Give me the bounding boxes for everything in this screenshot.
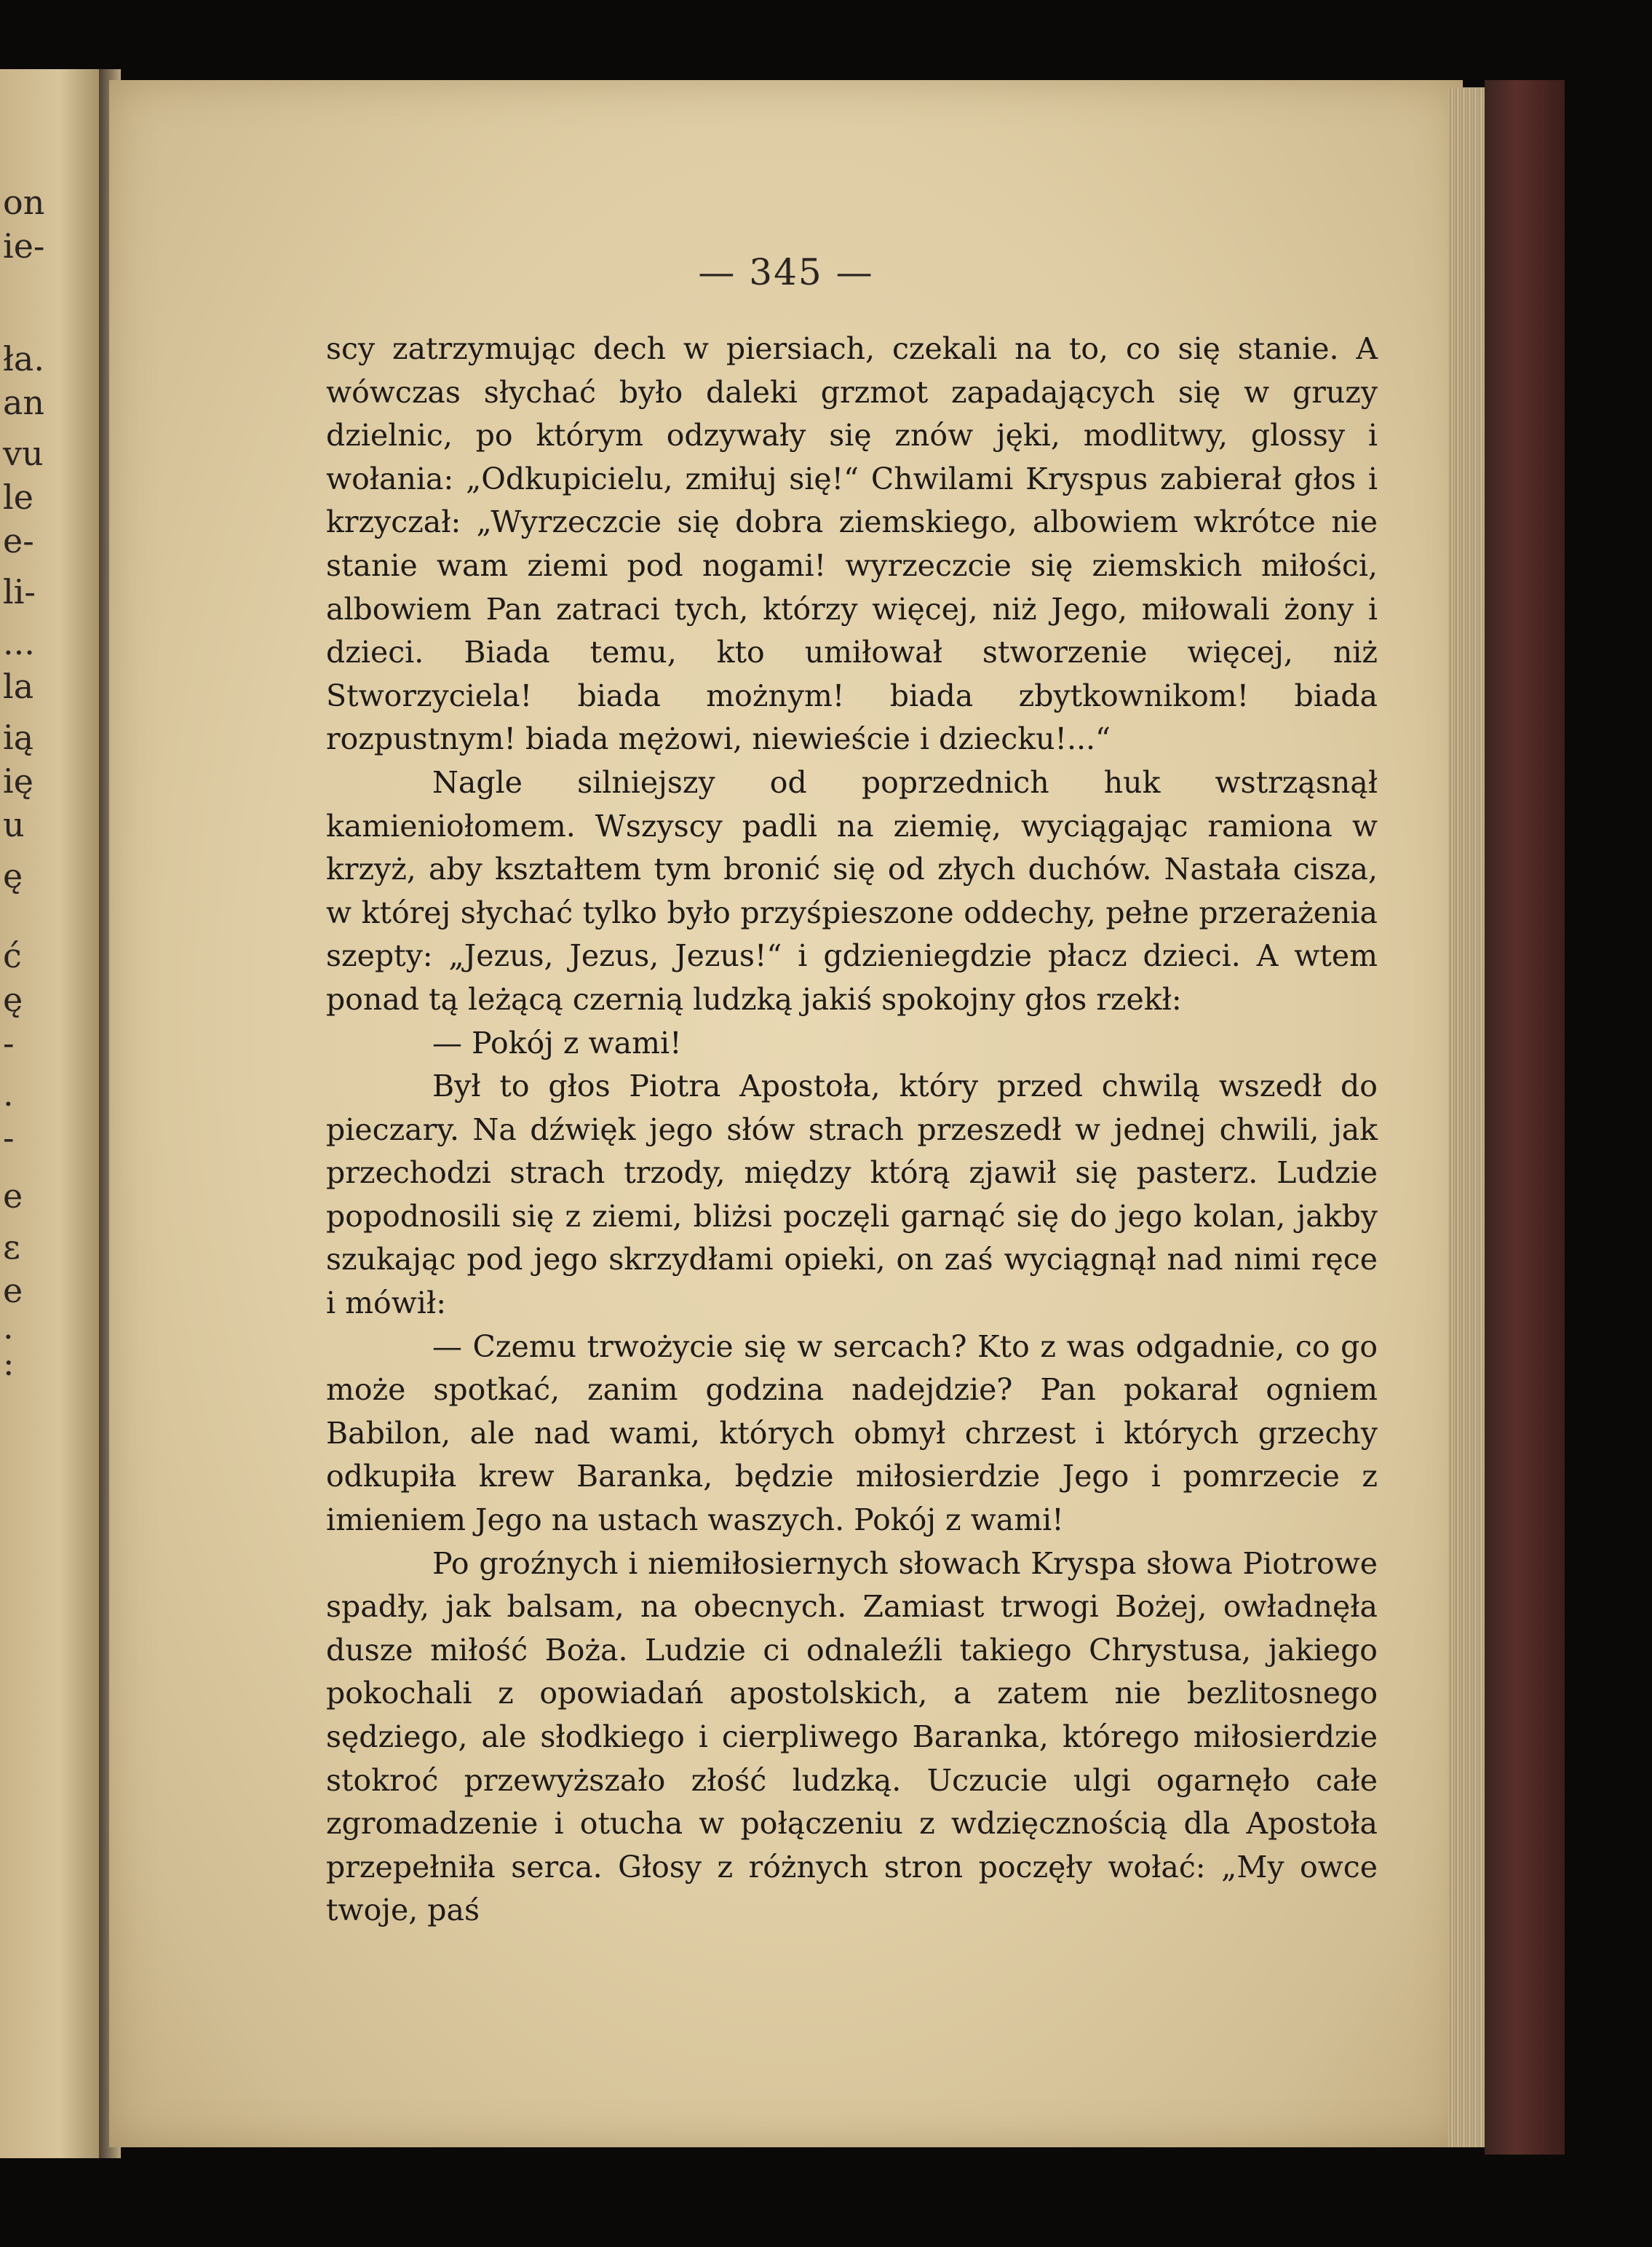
left-page-fragment: -: [3, 1118, 15, 1157]
left-page-fragment: le: [3, 477, 33, 517]
left-page-fragment: on: [3, 183, 45, 222]
left-page-fragment: .: [3, 1074, 14, 1114]
left-page-fragment: u: [3, 805, 25, 844]
left-page-fragment: an: [3, 383, 45, 422]
paragraph-1: scy zatrzymując dech w piersiach, czekali na to, co się stanie. A wówczas słychać było daleki grzmot zapadających się w gruzy dzielnic, po którym odzywały się znów jęki, modlitwy, glossy i wołania: „Odkupicielu, zmiłuj się!“ Chwilami Kryspus zabierał głos i krzyczał: „Wyrzeczcie się dobra ziemskiego, albowiem wkrótce nie stanie wam ziemi pod nogami! wyrzeczcie się ziemskich miłości, albowiem Pan zatraci tych, którzy więcej, niż Jego, miłowali żony i dzieci. Biada temu, kto umiłował stworzenie więcej, niż Stworzyciela! biada możnym! biada zbytkownikom! biada rozpustnym! biada mężowi, niewieście i dziecku!...“: [326, 331, 1378, 757]
left-page-fragment: ...: [3, 623, 35, 662]
right-page: [109, 80, 1463, 2147]
left-page-edge: [0, 69, 109, 2158]
paragraph-6: Po groźnych i niemiłosiernych słowach Kryspa słowa Piotrowe spadły, jak balsam, na obecnych. Zamiast trwogi Bożej, owładnęła dusze miłość Boża. Ludzie ci odnaleźli takiego Chrystusa, jakiego pokochali z opowiadań apostolskich, a zatem nie bezlitosnego sędziego, ale słodkiego i cierpliwego Baranka, którego miłosierdzie stokroć przewyższało złość ludzką. Uczucie ulgi ogarnęło całe zgromadzenie i otucha w połączeniu z wdzięcznością dla Apostoła przepełniła serca. Głosy z różnych stron poczęły wołać: „My owce twoje, paś: [326, 1545, 1378, 1928]
left-page-fragment: ię: [3, 761, 33, 801]
left-page-fragment: e: [3, 1271, 23, 1310]
left-page-fragment: la: [3, 667, 34, 706]
left-page-fragment: ę: [3, 980, 23, 1019]
left-page-fragment: ε: [3, 1227, 20, 1267]
paragraph-4: Był to głos Piotra Apostoła, który przed chwilą wszedł do pieczary. Na dźwięk jego słów strach przeszedł w jednej chwili, jak przechodzi strach trzody, między którą zjawił się pasterz. Ludzie popodnosili się z ziemi, bliżsi poczęli garnąć się do jego kolan, jakby szukając pod jego skrzydłami opieki, on zaś wyciągnął nad nimi ręce i mówił:: [326, 1069, 1378, 1321]
left-page-fragment: ę: [3, 856, 23, 895]
left-page-fragment: ią: [3, 718, 34, 757]
paragraph-5: — Czemu trwożycie się w sercach? Kto z was odgadnie, co go może spotkać, zanim godzina nadejdzie? Pan pokarał ogniem Babilon, ale nad wami, których obmył chrzest i których grzechy odkupiła krew Baranka, będzie miłosierdzie Jego i pomrzecie z imieniem Jego na ustach waszych. Pokój z wami!: [326, 1328, 1378, 1538]
left-page-fragment: e: [3, 1176, 23, 1216]
page-number: — 345 —: [698, 251, 874, 293]
left-page-fragment: ie-: [3, 226, 45, 266]
left-page-fragment: :: [3, 1344, 15, 1383]
paragraph-3: — Pokój z wami!: [432, 1025, 682, 1061]
left-page-fragment: .: [3, 1307, 14, 1347]
left-page-fragment: li-: [3, 572, 36, 611]
left-page-fragment: vu: [3, 434, 44, 473]
left-page-fragment: ć: [3, 936, 22, 975]
left-page-fragment: -: [3, 1023, 15, 1063]
paragraph-2: Nagle silniejszy od poprzednich huk wstrząsnął kamieniołomem. Wszyscy padli na ziemię, wyciągając ramiona w krzyż, aby kształtem tym bronić się od złych duchów. Nastała cisza, w której słychać tylko było przyśpieszone oddechy, pełne przerażenia szepty: „Jezus, Jezus, Jezus!“ i gdzieniegdzie płacz dzieci. A wtem ponad tą leżącą czernią ludzką jakiś spokojny głos rzekł:: [326, 764, 1378, 1017]
left-page-fragment: e-: [3, 521, 34, 560]
body-text: [326, 328, 1378, 1933]
left-page-fragment: ła.: [3, 339, 44, 379]
book-cover-edge: [1485, 80, 1565, 2155]
